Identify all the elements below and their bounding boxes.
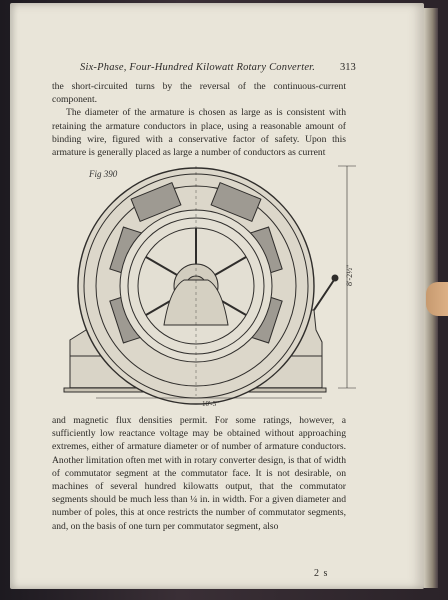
paragraph: and magnetic flux densities permit. For some ratings, however, a sufficiently low reactance voltage may be obtained without approaching extremes, either of armature diameter or of number of armature conductors. Another limitation often met with in rotary converter design, is that of width of commutator segment at the commutator face. It is not desirable, on machines of several hundred kilowatts output, that the commutator segments should be much less than ¼ in. in width. For a given diameter and number of poles, this at once restricts the number of commutator segments, and, on the basis of one turn per commutator segment, also bbox=[52, 415, 346, 532]
figure-label: Fig 390 bbox=[89, 169, 118, 179]
paragraph: The diameter of the armature is chosen as large as is consistent with retaining the armature conductors in place, using a reasonable amount of binding wire, figured with a conservative factor of safety. Upon this armature is generally placed as large a number of conductors as current bbox=[52, 107, 346, 159]
running-title: Six-Phase, Four-Hundred Kilowatt Rotary Converter. bbox=[80, 62, 316, 73]
bottom-text-block bbox=[52, 414, 346, 533]
rotary-converter-drawing bbox=[52, 160, 364, 408]
top-text-block bbox=[52, 80, 346, 159]
thumb bbox=[426, 282, 448, 316]
signature-mark: 2 s bbox=[314, 568, 329, 579]
paragraph: the short-circuited turns by the reversal of the continuous-current component. bbox=[52, 81, 346, 106]
page-number: 313 bbox=[340, 62, 356, 73]
width-dimension: 10'-5" bbox=[202, 400, 219, 408]
height-dimension: 8'-2½" bbox=[345, 264, 354, 286]
